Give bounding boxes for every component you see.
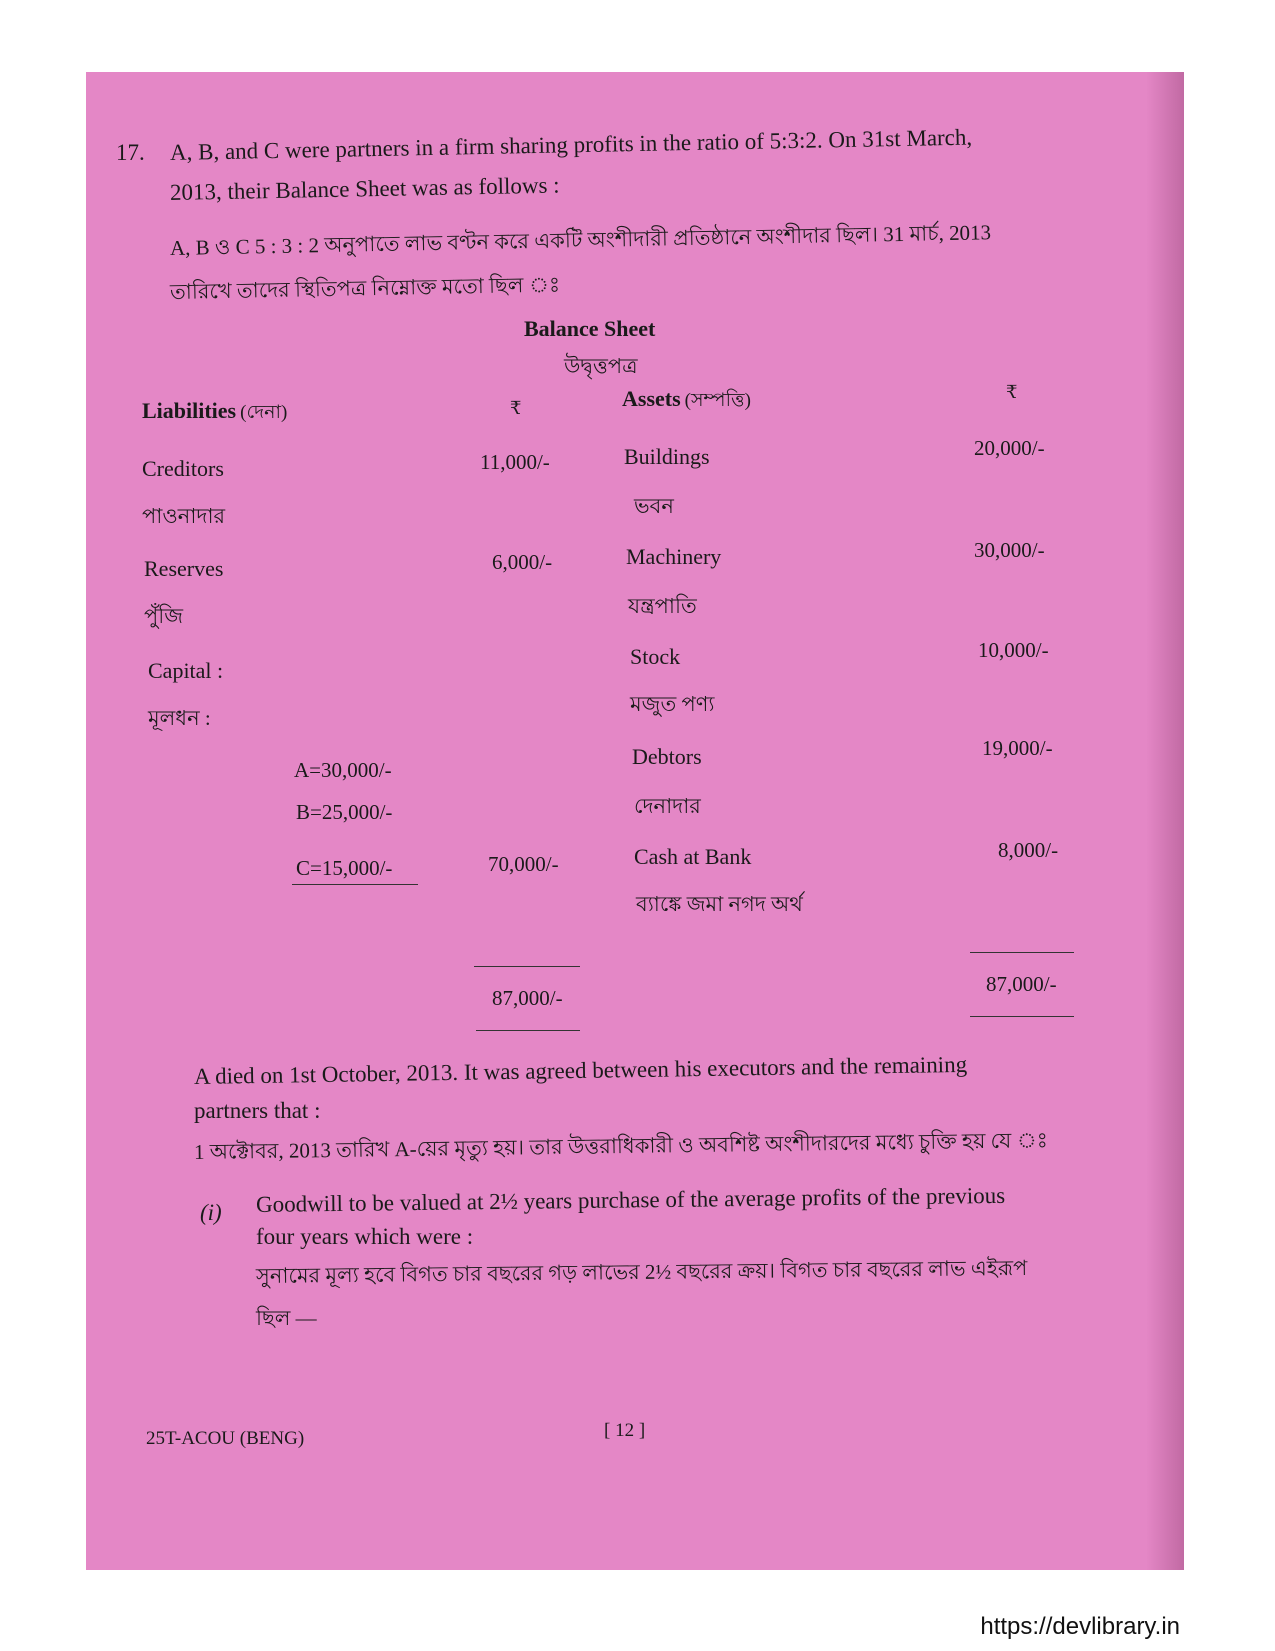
assets-currency-symbol: ₹ [1006, 382, 1018, 402]
liabilities-header-bn: (দেনা) [240, 402, 288, 423]
liability-label: Reserves [144, 556, 224, 581]
asset-amount: 8,000/- [998, 838, 1059, 862]
item-label: (i) [200, 1200, 222, 1225]
capital-c: C=15,000/- [296, 856, 393, 880]
item-text-en-2: four years which were : [256, 1224, 474, 1249]
capital-underline [292, 884, 418, 885]
liability-label: Capital : [148, 658, 224, 683]
after-text-en-1: A died on 1st October, 2013. It was agreed between his executors and the remaining [193, 1051, 968, 1089]
balance-sheet-title: Balance Sheet [524, 316, 656, 341]
liabilities-header-en: Liabilities [142, 398, 237, 423]
asset-label-bn: মজুত পণ্য [630, 692, 715, 716]
liabilities-total-bottom-rule [476, 1030, 580, 1031]
question-text-bn-1: A, B ও C 5 : 3 : 2 অনুপাতে লাভ বণ্টন করে একটি অংশীদারী প্রতিষ্ঠানে অংশীদার ছিল। 31 মার্চ, 2013 [169, 220, 992, 260]
asset-label: Buildings [624, 444, 710, 469]
after-text-en-2: partners that : [194, 1098, 321, 1123]
liability-label-bn: পুঁজি [144, 604, 184, 628]
question-text-en-2: 2013, their Balance Sheet was as follows : [169, 172, 560, 205]
liability-amount: 6,000/- [492, 550, 553, 574]
paper-code: 25T-ACOU (BENG) [146, 1428, 305, 1449]
asset-label: Machinery [626, 544, 722, 569]
liabilities-total: 87,000/- [492, 986, 563, 1010]
capital-a: A=30,000/- [294, 758, 392, 782]
item-text-bn-1: সুনামের মূল্য হবে বিগত চার বছরের গড় লাভের 2½ বছরের ক্রয়। বিগত চার বছরের লাভ এইরূপ [255, 1255, 1028, 1288]
liability-label-bn: পাওনাদার [142, 504, 226, 528]
asset-amount: 19,000/- [982, 736, 1053, 760]
asset-label: Debtors [632, 744, 702, 769]
liability-label-bn: মূলধন : [148, 706, 211, 730]
asset-label-bn: যন্ত্রপাতি [628, 594, 697, 618]
item-text-bn-2: ছিল — [256, 1306, 317, 1330]
asset-label-bn: ব্যাঙ্কে জমা নগদ অর্থ [636, 892, 803, 916]
question-text-en-1: A, B, and C were partners in a firm sharing profits in the ratio of 5:3:2. On 31st March, [169, 124, 973, 165]
asset-amount: 30,000/- [974, 538, 1045, 562]
exam-page [86, 72, 1184, 1570]
item-text-en-1: Goodwill to be valued at 2½ years purchase of the average profits of the previous [255, 1182, 1006, 1217]
assets-total: 87,000/- [986, 972, 1057, 996]
liability-amount: 70,000/- [488, 852, 559, 876]
asset-label-bn: ভবন [634, 494, 674, 518]
balance-sheet-title-bn: উদ্বৃত্তপত্র [564, 354, 638, 378]
source-url[interactable]: https://devlibrary.in [980, 1613, 1180, 1640]
assets-total-top-rule [970, 952, 1074, 953]
page-shadow-edge [1146, 72, 1184, 1570]
page-number: [ 12 ] [604, 1420, 646, 1441]
asset-label-bn: দেনাদার [634, 794, 701, 818]
liability-amount: 11,000/- [480, 450, 550, 474]
liability-label: Creditors [142, 456, 224, 481]
asset-amount: 10,000/- [978, 638, 1049, 662]
assets-header [622, 386, 751, 418]
question-number: 17. [116, 140, 145, 165]
assets-total-bottom-rule [970, 1016, 1074, 1017]
assets-header-en: Assets [622, 386, 681, 411]
asset-amount: 20,000/- [974, 436, 1045, 460]
question-text-bn-2: তারিখে তাদের স্থিতিপত্র নিম্নোক্ত মতো ছিল ঃ [169, 272, 561, 304]
asset-label: Stock [630, 644, 681, 669]
liabilities-header [142, 398, 287, 430]
asset-label: Cash at Bank [634, 844, 752, 869]
liabilities-total-top-rule [474, 966, 580, 967]
capital-b: B=25,000/- [296, 800, 393, 824]
liabilities-currency-symbol: ₹ [510, 398, 522, 418]
after-text-bn-1: 1 অক্টোবর, 2013 তারিখ A-য়ের মৃত্যু হয়। তার উত্তরাধিকারী ও অবশিষ্ট অংশীদারদের মধ্যে চুক্তি হয় যে ঃ [193, 1128, 1049, 1164]
assets-header-bn: (সম্পত্তি) [684, 390, 751, 411]
